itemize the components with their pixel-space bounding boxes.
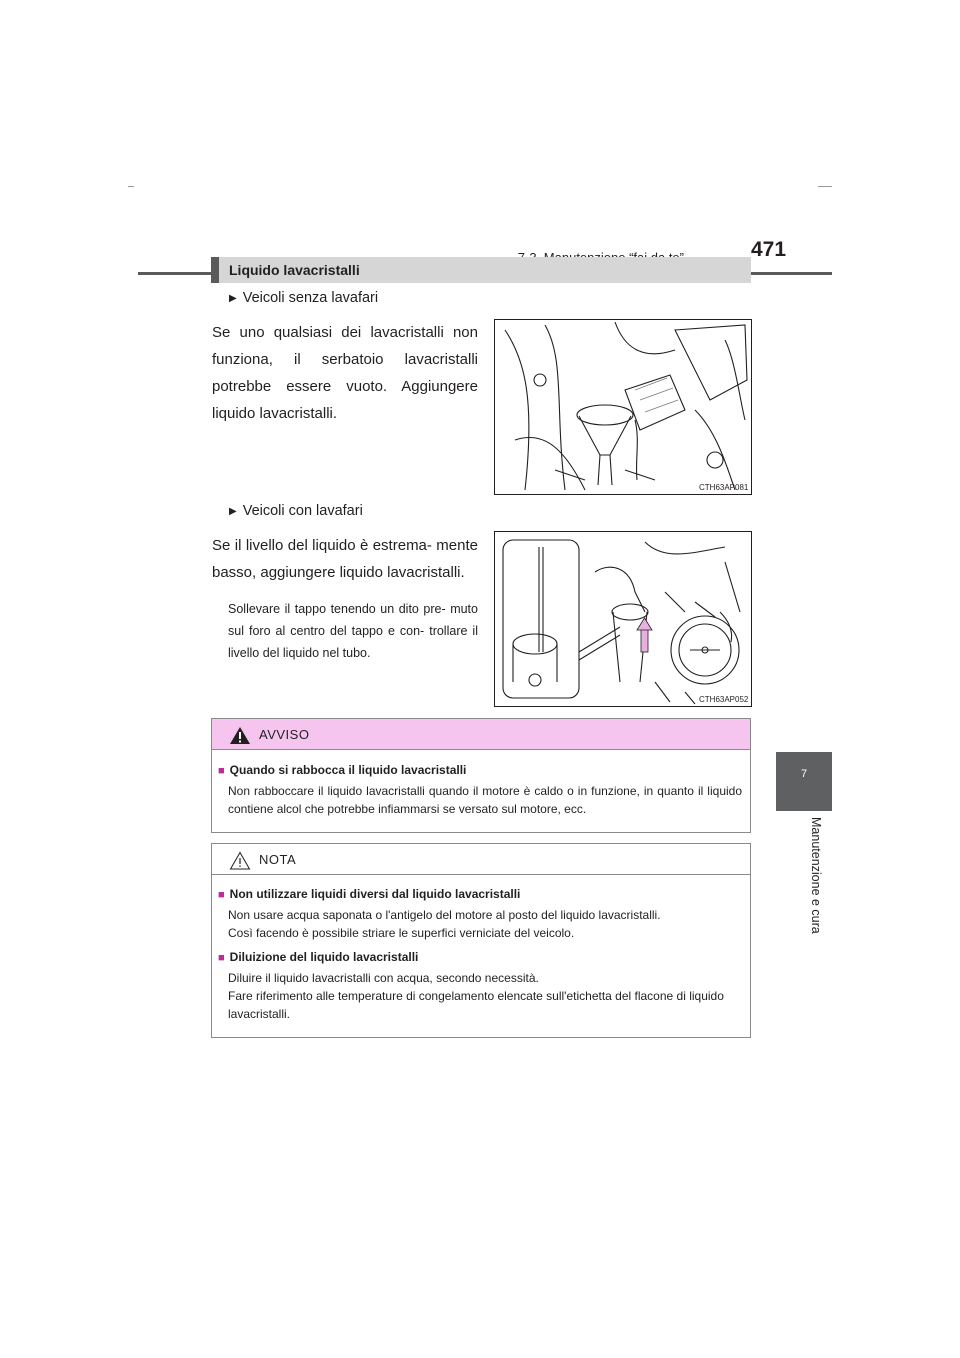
paragraph-check-level: Sollevare il tappo tenendo un dito pre- muto sul foro al centro del tappo e con- trollare il livello del liquido nel tubo. [228, 602, 478, 660]
note-item-title: ■ Non utilizzare liquidi diversi dal liquido lavacristalli [218, 887, 521, 901]
level-check-illustration [495, 532, 751, 706]
warning-box [211, 718, 751, 833]
funnel-illustration [495, 320, 751, 494]
note-box [211, 843, 751, 1038]
note-item-line: Diluire il liquido lavacristalli con acqua, secondo necessità. [228, 971, 539, 985]
crop-mark-left [128, 186, 134, 187]
warning-item-body: Non rabboccare il liquido lavacristalli quando il motore è caldo o in funzione, in quanto il liquido contiene alcol che potrebbe infiammarsi se versato sul motore, ecc. [228, 784, 742, 816]
figure-washer-level-check [494, 531, 752, 707]
section-title: Liquido lavacristalli [229, 262, 360, 278]
section-title-bar [211, 257, 751, 283]
note-item-line: Così facendo è possibile striare le superfici verniciate del veicolo. [228, 926, 575, 940]
chapter-tab[interactable] [776, 752, 832, 811]
figure-washer-refill-funnel [494, 319, 752, 495]
square-bullet-icon: ■ [218, 889, 225, 901]
chapter-tab-number: 7 [800, 768, 808, 780]
triangle-bullet-icon: ▶ [229, 506, 237, 517]
subheading-without-headlight-cleaners: ▶ Veicoli senza lavafari [229, 290, 379, 306]
figure-code: CTH63AP052 [699, 695, 749, 704]
square-bullet-icon: ■ [218, 952, 225, 964]
triangle-bullet-icon: ▶ [229, 293, 237, 304]
chapter-tab-label: Manutenzione e cura [809, 817, 823, 934]
crop-mark-right [818, 186, 832, 187]
warning-label: AVVISO [259, 727, 310, 742]
caution-outline-triangle-icon [229, 851, 251, 875]
note-header [212, 844, 750, 875]
subheading-with-headlight-cleaners: ▶ Veicoli con lavafari [229, 503, 363, 519]
warning-triangle-icon [229, 726, 251, 750]
note-item-line: Non usare acqua saponata o l'antigelo del motore al posto del liquido lavacristalli. [228, 908, 661, 922]
figure-code: CTH63AP081 [699, 483, 749, 492]
square-bullet-icon: ■ [218, 765, 225, 777]
note-item-1 [218, 887, 742, 942]
warning-header [212, 719, 750, 750]
note-item-2 [218, 950, 742, 1023]
note-item-title: ■ Diluizione del liquido lavacristalli [218, 950, 419, 964]
note-label: NOTA [259, 852, 297, 867]
warning-item [218, 763, 742, 818]
page-number: 471 [751, 238, 787, 261]
note-item-line: Fare riferimento alle temperature di congelamento elencate sull'etichetta del flacone di liquido lavacristalli. [228, 989, 724, 1021]
paragraph-without-headlight-cleaners: Se uno qualsiasi dei lavacristalli non funziona, il serbatoio lavacristalli potrebbe essere vuoto. Aggiungere liquido lavacristalli. [212, 324, 478, 422]
paragraph-with-headlight-cleaners: Se il livello del liquido è estrema- mente basso, aggiungere liquido lavacristalli. [212, 537, 478, 581]
warning-item-title: ■ Quando si rabbocca il liquido lavacristalli [218, 763, 467, 777]
